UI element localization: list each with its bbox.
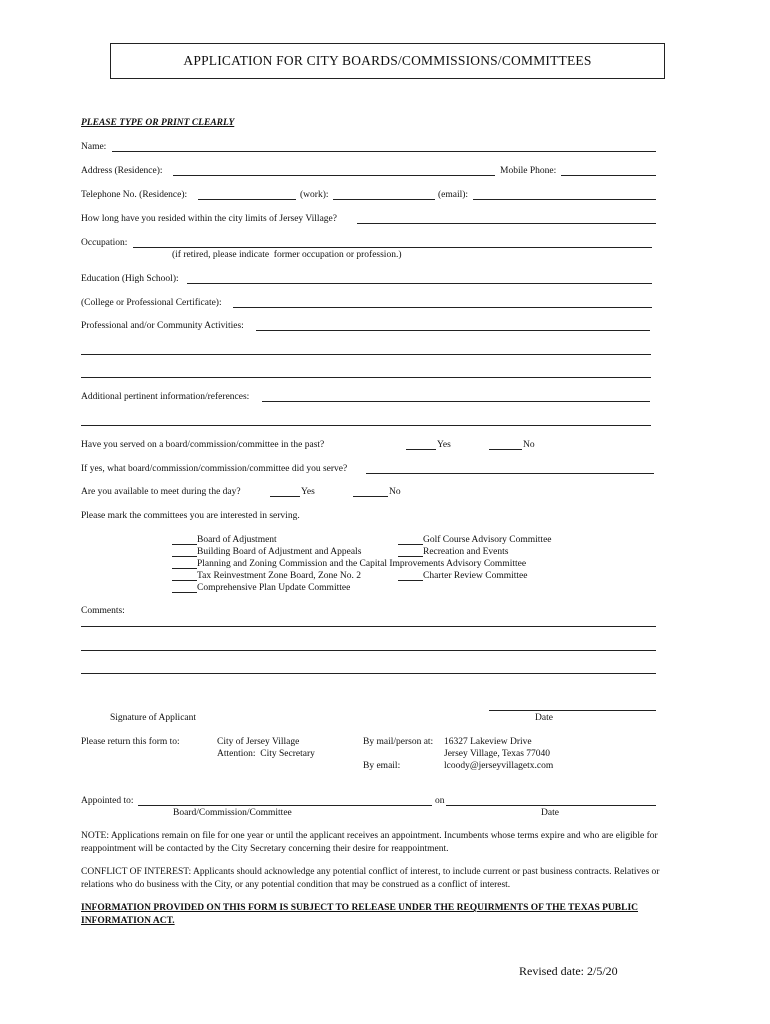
committee-checkbox-board-of-adjustment[interactable] xyxy=(172,544,197,545)
mail-address-2: Jersey Village, Texas 77040 xyxy=(444,749,551,759)
signature-label: Signature of Applicant xyxy=(110,713,197,723)
availability-no-label: No xyxy=(389,487,401,497)
appointed-board-field[interactable] xyxy=(138,805,432,806)
name-label: Name: xyxy=(81,142,107,152)
activities-label: Professional and/or Community Activities: xyxy=(81,321,244,331)
appointed-date-field[interactable] xyxy=(446,805,656,806)
signature-date-field[interactable] xyxy=(489,710,656,711)
instruction-text: PLEASE TYPE OR PRINT CLEARLY xyxy=(81,118,235,128)
committee-checkbox-tax-reinvestment[interactable] xyxy=(172,580,197,581)
mobile-phone-label: Mobile Phone: xyxy=(500,166,557,176)
email-submit-address: lcoody@jerseyvillagetx.com xyxy=(444,761,554,771)
served-no-checkbox[interactable] xyxy=(489,449,522,450)
committee-label: Tax Reinvestment Zone Board, Zone No. 2 xyxy=(197,571,361,581)
committee-label: Golf Course Advisory Committee xyxy=(423,535,552,545)
form-title: APPLICATION FOR CITY BOARDS/COMMISSIONS/COMMITTEES xyxy=(110,43,665,79)
committee-checkbox-planning-zoning[interactable] xyxy=(172,568,197,569)
served-question: Have you served on a board/commission/committee in the past? xyxy=(81,440,325,450)
occupation-field[interactable] xyxy=(133,247,652,248)
additional-info-label: Additional pertinent information/references: xyxy=(81,392,250,402)
education-label: Education (High School): xyxy=(81,274,179,284)
activities-field[interactable] xyxy=(256,330,650,331)
availability-yes-checkbox[interactable] xyxy=(270,496,300,497)
work-label: (work): xyxy=(300,190,329,200)
email-label: (email): xyxy=(438,190,469,200)
committee-label: Charter Review Committee xyxy=(423,571,528,581)
availability-no-checkbox[interactable] xyxy=(353,496,388,497)
comments-line-1[interactable] xyxy=(81,626,656,627)
appointed-date-caption: Date xyxy=(541,808,559,818)
mobile-phone-field[interactable] xyxy=(561,175,656,176)
note-paragraph: NOTE: Applications remain on file for one year or until the applicant receives an appointment. Incumbents whose terms expire and who are eligible for reappointment will be contacted by the City Secretary concerning their desire for reappointment. xyxy=(81,831,658,854)
committee-label: Building Board of Adjustment and Appeals xyxy=(197,547,362,557)
signature-date-label: Date xyxy=(535,713,553,723)
work-phone-field[interactable] xyxy=(333,199,435,200)
conflict-paragraph: CONFLICT OF INTEREST: Applicants should acknowledge any potential conflict of interest, to include current or past business contracts. Relatives or relations who do business with the City, or any potential condition that may be construed as a conflict of interest. xyxy=(81,867,660,890)
served-yes-label: Yes xyxy=(437,440,451,450)
activities-line-3[interactable] xyxy=(81,377,651,378)
revised-date: Revised date: 2/5/20 xyxy=(519,964,618,978)
college-field[interactable] xyxy=(233,307,652,308)
activities-line-2[interactable] xyxy=(81,354,651,355)
telephone-field[interactable] xyxy=(198,199,296,200)
committee-label: Board of Adjustment xyxy=(197,535,277,545)
address-field[interactable] xyxy=(173,175,495,176)
availability-question: Are you available to meet during the day? xyxy=(81,487,241,497)
appointed-on-label: on xyxy=(435,796,445,806)
return-org: City of Jersey Village xyxy=(217,737,300,747)
committee-label: Comprehensive Plan Update Committee xyxy=(197,583,351,593)
comments-line-3[interactable] xyxy=(81,673,656,674)
email-field[interactable] xyxy=(473,199,656,200)
comments-line-2[interactable] xyxy=(81,650,656,651)
address-label: Address (Residence): xyxy=(81,166,163,176)
education-field[interactable] xyxy=(187,283,652,284)
residence-duration-label: How long have you resided within the city limits of Jersey Village? xyxy=(81,214,337,224)
committee-checkbox-recreation[interactable] xyxy=(398,556,423,557)
additional-info-line-2[interactable] xyxy=(81,425,651,426)
availability-yes-label: Yes xyxy=(301,487,315,497)
mail-address-1: 16327 Lakeview Drive xyxy=(444,737,532,747)
committee-label: Recreation and Events xyxy=(423,547,509,557)
name-field[interactable] xyxy=(112,151,656,152)
residence-duration-field[interactable] xyxy=(357,223,656,224)
mail-label: By mail/person at: xyxy=(363,737,434,747)
appointed-board-caption: Board/Commission/Committee xyxy=(173,808,292,818)
committees-prompt: Please mark the committees you are interested in serving. xyxy=(81,511,300,521)
return-attention: Attention: City Secretary xyxy=(217,749,315,759)
college-label: (College or Professional Certificate): xyxy=(81,298,222,308)
comments-label: Comments: xyxy=(81,606,125,616)
return-label: Please return this form to: xyxy=(81,737,180,747)
committee-label: Planning and Zoning Commission and the Capital Improvements Advisory Committee xyxy=(197,559,527,569)
served-yes-checkbox[interactable] xyxy=(406,449,436,450)
served-followup-label: If yes, what board/commission/commission/committee did you serve? xyxy=(81,464,348,474)
additional-info-field[interactable] xyxy=(262,401,650,402)
disclosure-paragraph: INFORMATION PROVIDED ON THIS FORM IS SUBJECT TO RELEASE UNDER THE REQUIRMENTS OF THE TEXAS PUBLIC INFORMATION ACT. xyxy=(81,903,639,926)
committee-checkbox-comprehensive-plan[interactable] xyxy=(172,592,197,593)
served-followup-field[interactable] xyxy=(366,473,654,474)
occupation-label: Occupation: xyxy=(81,238,128,248)
committee-checkbox-charter-review[interactable] xyxy=(398,580,423,581)
committee-checkbox-building-board[interactable] xyxy=(172,556,197,557)
occupation-note: (if retired, please indicate former occupation or profession.) xyxy=(172,250,402,260)
email-submit-label: By email: xyxy=(363,761,401,771)
served-no-label: No xyxy=(523,440,535,450)
appointed-label: Appointed to: xyxy=(81,796,134,806)
committee-checkbox-golf-course[interactable] xyxy=(398,544,423,545)
telephone-label: Telephone No. (Residence): xyxy=(81,190,188,200)
